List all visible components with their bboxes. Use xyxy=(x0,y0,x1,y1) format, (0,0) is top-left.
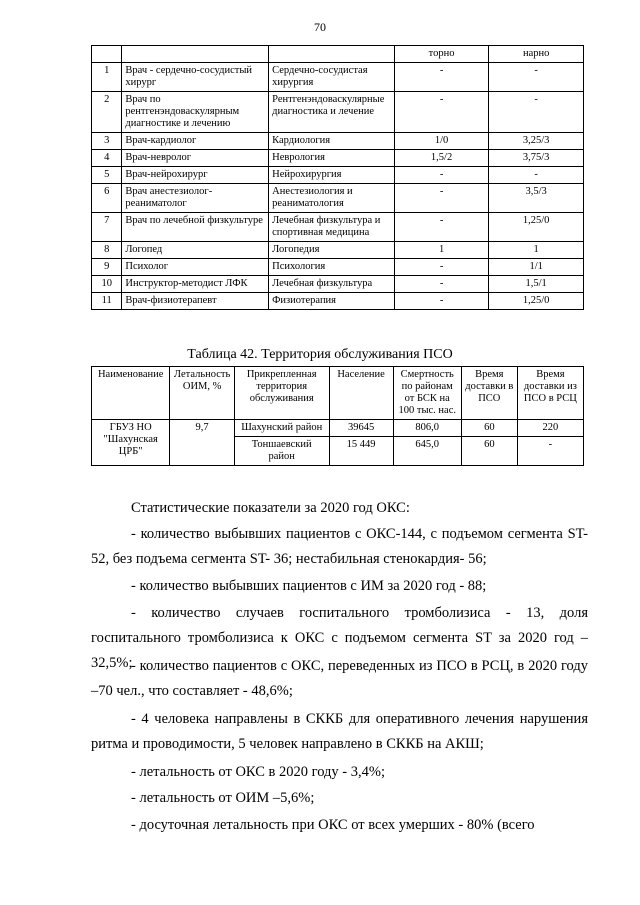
table-row xyxy=(92,293,584,310)
population-cell: 39645 xyxy=(329,420,393,437)
row-number: 11 xyxy=(92,293,122,310)
profile-cell: Лечебная физкультура и спортивная медицина xyxy=(269,213,395,242)
territory-cell: Тоншаевский район xyxy=(234,437,329,466)
stats-item: - количество выбывших пациентов с ОКС-144, с подъемом сегмента ST-52, без подъема сегмента ST- 36; нестабильная стенокардия- 56; xyxy=(91,526,588,567)
doctor-cell: Врач-физиотерапевт xyxy=(122,293,269,310)
population-cell: 15 449 xyxy=(329,437,393,466)
value-cell: 3,75/3 xyxy=(489,150,584,167)
value-cell: 1/0 xyxy=(394,133,489,150)
value-cell: 1,25/0 xyxy=(489,213,584,242)
header-cell: Летальность ОИМ, % xyxy=(170,367,235,420)
time-pso-cell: 60 xyxy=(461,420,517,437)
value-cell: - xyxy=(394,63,489,92)
table-header-row xyxy=(92,367,584,420)
mortality-cell: 645,0 xyxy=(393,437,461,466)
page-number: 70 xyxy=(314,20,326,34)
header-cell: Наименование xyxy=(92,367,170,420)
header-cell: Время доставки в ПСО xyxy=(461,367,517,420)
doctor-cell: Логопед xyxy=(122,242,269,259)
profile-cell: Психология xyxy=(269,259,395,276)
doctor-cell: Врач-кардиолог xyxy=(122,133,269,150)
doctor-cell: Врач - сердечно-сосудистый хирург xyxy=(122,63,269,92)
row-number: 3 xyxy=(92,133,122,150)
doctor-cell: Врач-нейрохирург xyxy=(122,167,269,184)
lethality-cell: 9,7 xyxy=(170,420,235,466)
stats-item: - количество пациентов с ОКС, переведенных из ПСО в РСЦ, в 2020 году –70 чел., что составляет - 48,6%; xyxy=(91,658,588,699)
org-cell: ГБУЗ НО "Шахунская ЦРБ" xyxy=(92,420,170,466)
value-cell: - xyxy=(394,92,489,133)
profile-cell: Неврология xyxy=(269,150,395,167)
doctor-cell: Врач анестезиолог-реаниматолог xyxy=(122,184,269,213)
row-number: 7 xyxy=(92,213,122,242)
table-row xyxy=(92,92,584,133)
row-number: 9 xyxy=(92,259,122,276)
profile-cell: Кардиология xyxy=(269,133,395,150)
value-cell: - xyxy=(394,184,489,213)
header-cell: Время доставки из ПСО в РСЦ xyxy=(517,367,583,420)
value-cell: 1 xyxy=(489,242,584,259)
table-row xyxy=(92,63,584,92)
territory-table xyxy=(91,366,584,466)
header-cell xyxy=(92,46,122,63)
value-cell: 3,5/3 xyxy=(489,184,584,213)
value-cell: - xyxy=(489,92,584,133)
row-number: 4 xyxy=(92,150,122,167)
row-number: 8 xyxy=(92,242,122,259)
header-cell: Прикрепленная территория обслуживания xyxy=(234,367,329,420)
table-row xyxy=(92,259,584,276)
header-cell: нарно xyxy=(489,46,584,63)
value-cell: 1,5/1 xyxy=(489,276,584,293)
value-cell: - xyxy=(489,167,584,184)
table-header-row xyxy=(92,46,584,63)
row-number: 10 xyxy=(92,276,122,293)
time-rsc-cell: 220 xyxy=(517,420,583,437)
stats-item: - досуточная летальность при ОКС от всех умерших - 80% (всего xyxy=(131,817,535,833)
value-cell: - xyxy=(394,213,489,242)
header-cell xyxy=(122,46,269,63)
stats-intro: Статистические показатели за 2020 год ОКС: xyxy=(131,500,410,516)
territory-cell: Шахунский район xyxy=(234,420,329,437)
row-number: 1 xyxy=(92,63,122,92)
doctor-cell: Инструктор-методист ЛФК xyxy=(122,276,269,293)
stats-item: - летальность от ОИМ –5,6%; xyxy=(131,790,315,806)
profile-cell: Логопедия xyxy=(269,242,395,259)
doctor-cell: Врач-невролог xyxy=(122,150,269,167)
row-number: 6 xyxy=(92,184,122,213)
header-cell: Население xyxy=(329,367,393,420)
doctor-cell: Врач по лечебной физкультуре xyxy=(122,213,269,242)
table-row xyxy=(92,213,584,242)
profile-cell: Лечебная физкультура xyxy=(269,276,395,293)
table-row xyxy=(92,420,584,437)
header-cell: Смертность по районам от БСК на 100 тыс. нас. xyxy=(393,367,461,420)
value-cell: 1,5/2 xyxy=(394,150,489,167)
profile-cell: Рентгенэндоваскулярные диагностика и лечение xyxy=(269,92,395,133)
stats-item: - 4 человека направлены в СККБ для оперативного лечения нарушения ритма и проводимости, 5 человек направлено в СККБ на АКШ; xyxy=(91,711,588,752)
time-rsc-cell: - xyxy=(517,437,583,466)
table-row xyxy=(92,150,584,167)
profile-cell: Сердечно-сосудистая хирургия xyxy=(269,63,395,92)
stats-item: - количество случаев госпитального тромболизиса - 13, доля госпитального тромболизиса к ОКС с подъемом сегмента ST за 2020 год –32,5%; xyxy=(91,605,588,671)
value-cell: - xyxy=(394,167,489,184)
table-row xyxy=(92,242,584,259)
mortality-cell: 806,0 xyxy=(393,420,461,437)
table-row xyxy=(92,184,584,213)
table-caption: Таблица 42. Территория обслуживания ПСО xyxy=(187,347,453,362)
profile-cell: Нейрохирургия xyxy=(269,167,395,184)
header-cell: торно xyxy=(394,46,489,63)
stats-item: - количество выбывших пациентов с ИМ за 2020 год - 88; xyxy=(131,578,487,594)
profile-cell: Анестезиология и реаниматология xyxy=(269,184,395,213)
time-pso-cell: 60 xyxy=(461,437,517,466)
stats-item: - летальность от ОКС в 2020 году - 3,4%; xyxy=(131,764,385,780)
staff-table xyxy=(91,45,584,310)
value-cell: - xyxy=(394,293,489,310)
value-cell: 1,25/0 xyxy=(489,293,584,310)
doctor-cell: Врач по рентгенэндоваскулярным диагностике и лечению xyxy=(122,92,269,133)
value-cell: 3,25/3 xyxy=(489,133,584,150)
table-row xyxy=(92,133,584,150)
value-cell: - xyxy=(489,63,584,92)
value-cell: 1 xyxy=(394,242,489,259)
value-cell: 1/1 xyxy=(489,259,584,276)
profile-cell: Физиотерапия xyxy=(269,293,395,310)
value-cell: - xyxy=(394,259,489,276)
header-cell xyxy=(269,46,395,63)
row-number: 5 xyxy=(92,167,122,184)
value-cell: - xyxy=(394,276,489,293)
row-number: 2 xyxy=(92,92,122,133)
table-row xyxy=(92,167,584,184)
table-row xyxy=(92,276,584,293)
doctor-cell: Психолог xyxy=(122,259,269,276)
